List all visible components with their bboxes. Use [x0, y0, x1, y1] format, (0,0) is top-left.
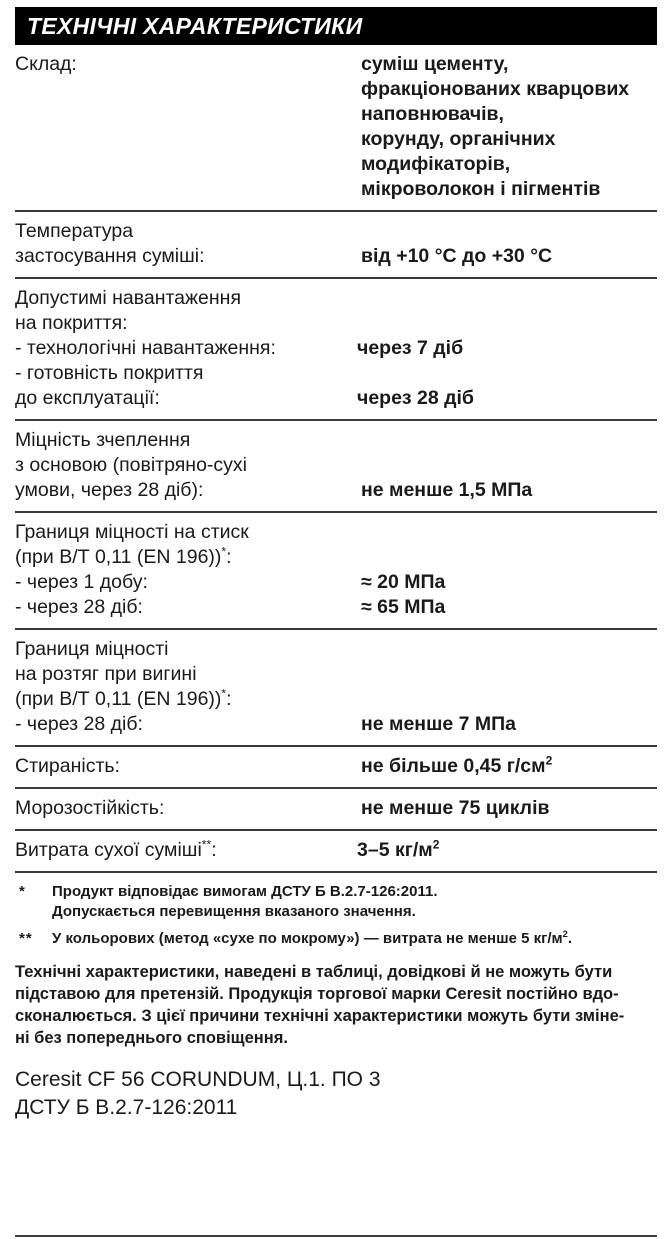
footnote-marker-single: *: [221, 686, 227, 701]
footnote-text: [52, 882, 657, 922]
unit-exponent: 2: [562, 929, 568, 939]
row-value-abrasion: не більше 0,45 $г/см^2$: [345, 746, 657, 788]
label-line: умови, через 28 діб):: [15, 479, 204, 501]
row-value-composition: [345, 45, 657, 211]
unit-exponent: 2: [545, 753, 553, 768]
value-line: від +10 °C до +30 °C: [361, 245, 553, 267]
label-line-with-footnote: Витрата сухої суміші**:: [15, 837, 217, 861]
footnote-marker: **: [19, 930, 33, 947]
value-line: через 28 діб: [357, 387, 474, 409]
value-line: через 7 діб: [357, 337, 464, 359]
label-line: з основою (повітряно-сухі: [15, 454, 247, 476]
table-row-permissible-loads: [15, 278, 657, 420]
disclaimer-line: сконалюється. З цієї причини технічні характеристики можуть бути зміне-: [15, 1007, 625, 1025]
value-line: ≈ 65 МПа: [361, 596, 446, 618]
value-line: мікроволокон і пігментів: [361, 178, 601, 200]
row-value-compressive-strength: [345, 512, 657, 629]
value-line: суміш цементу,: [361, 53, 509, 75]
row-label-adhesion-strength: [15, 420, 345, 512]
row-label-permissible-loads: [15, 278, 345, 420]
value-line: наповнювачів,: [361, 103, 504, 125]
product-name-line: Ceresit CF 56 CORUNDUM, Ц.1. ПО 3: [15, 1068, 381, 1091]
label-line: Склад:: [15, 53, 77, 75]
label-line-with-footnote: (при В/Т 0,11 (EN 196))*:: [15, 544, 232, 568]
table-row-abrasion: [15, 746, 657, 788]
value-line: ≈ 20 МПа: [361, 571, 446, 593]
row-value-adhesion-strength: [345, 420, 657, 512]
row-value-frost-resistance: [345, 788, 657, 830]
unit-exponent: 2: [432, 837, 440, 852]
specifications-table-body: [15, 45, 657, 872]
footnote-line: Продукт відповідає вимогам ДСТУ Б В.2.7-126:2011.: [52, 883, 438, 900]
row-label-compressive-strength: [15, 512, 345, 629]
row-value-dry-mix-consumption: 3–5 $кг/м^2$: [345, 830, 657, 872]
footnote-marker-double: **: [201, 837, 212, 852]
footnote-text: [52, 929, 657, 949]
label-line: - через 1 добу:: [15, 571, 148, 593]
label-line: на розтяг при вигині: [15, 663, 197, 685]
value-line: модифікаторів,: [361, 153, 511, 175]
footnote-line: Допускається перевищення вказаного значення.: [52, 903, 416, 920]
footnote-marker-single: *: [221, 544, 227, 559]
product-standard-line: ДСТУ Б В.2.7-126:2011: [15, 1096, 238, 1119]
row-label-composition: [15, 45, 345, 211]
row-label-abrasion: [15, 746, 345, 788]
label-line: на покриття:: [15, 312, 128, 334]
row-label-application-temperature: [15, 211, 345, 278]
disclaimer-line: підставою для претензій. Продукція торгової марки Ceresit постійно вдо-: [15, 985, 619, 1003]
label-line: - готовність покриття: [15, 362, 204, 384]
technical-specifications-page: [0, 7, 672, 1239]
bottom-divider: [15, 1235, 657, 1237]
section-header-bar: [15, 7, 657, 45]
label-line: застосування суміші:: [15, 245, 205, 267]
row-label-flexural-strength: [15, 629, 345, 746]
disclaimer-line: ні без попереднього сповіщення.: [15, 1029, 288, 1047]
label-line: Границя міцності на стиск: [15, 521, 249, 543]
disclaimer-line: Технічні характеристики, наведені в таблиці, довідкові й не можуть бути: [15, 963, 613, 981]
footnote-line: У кольорових (метод «сухе по мокрому») — витрата не менше 5 $кг/м^2$.: [52, 929, 572, 947]
specifications-table: [15, 45, 657, 873]
label-line: - через 28 діб:: [15, 596, 143, 618]
value-line: не менше 1,5 МПа: [361, 479, 533, 501]
footnote-double-asterisk: [15, 929, 657, 949]
label-line: - через 28 діб:: [15, 713, 143, 735]
disclaimer-text: [15, 961, 657, 1049]
footnote-single-asterisk: [15, 882, 657, 922]
row-label-frost-resistance: [15, 788, 345, 830]
row-value-flexural-strength: [345, 629, 657, 746]
product-designation: [15, 1066, 657, 1122]
table-row-compressive-strength: [15, 512, 657, 629]
footnotes-section: [15, 882, 657, 949]
value-line: не менше 75 циклів: [361, 797, 550, 819]
row-label-dry-mix-consumption: [15, 830, 345, 872]
label-line: Границя міцності: [15, 638, 169, 660]
label-line: Морозостійкість:: [15, 797, 165, 819]
table-row-application-temperature: [15, 211, 657, 278]
label-line: Міцність зчеплення: [15, 429, 191, 451]
table-row-dry-mix-consumption: [15, 830, 657, 872]
row-value-permissible-loads: [345, 278, 657, 420]
table-row-flexural-strength: [15, 629, 657, 746]
label-line: Допустимі навантаження: [15, 287, 242, 309]
value-line: корунду, органічних: [361, 128, 556, 150]
value-line: не менше 7 МПа: [361, 713, 516, 735]
label-line: до експлуатації:: [15, 387, 160, 409]
table-row-adhesion-strength: [15, 420, 657, 512]
label-line: Температура: [15, 220, 134, 242]
table-row-composition: [15, 45, 657, 211]
label-line: - технологічні навантаження:: [15, 337, 276, 359]
table-row-frost-resistance: [15, 788, 657, 830]
value-line: фракціонованих кварцових: [361, 78, 630, 100]
label-line-with-footnote: (при В/Т 0,11 (EN 196))*:: [15, 686, 232, 710]
footnote-marker: *: [19, 883, 26, 900]
label-line: Стираність:: [15, 755, 120, 777]
row-value-application-temperature: [345, 211, 657, 278]
page-title: ТЕХНІЧНІ ХАРАКТЕРИСТИКИ: [27, 12, 363, 39]
